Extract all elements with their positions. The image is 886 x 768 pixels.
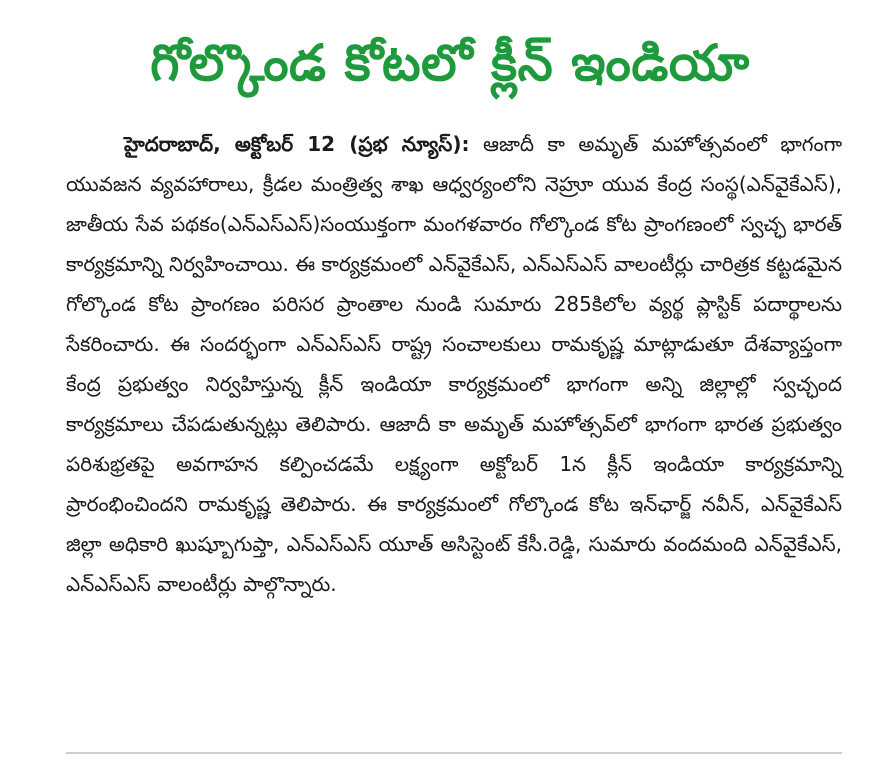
headline: గోల్కొండ కోటలో క్లీన్ ఇండియా bbox=[150, 34, 750, 92]
article-body bbox=[66, 124, 842, 604]
dateline: హైదరాబాద్, అక్టోబర్ 12 (ప్రభ న్యూస్): bbox=[124, 132, 470, 156]
bottom-divider bbox=[66, 752, 842, 754]
article-text: ఆజాదీ కా అమృత్ మహోత్సవంలో భాగంగా యువజన వ్యవహారాలు, క్రీడల మంత్రిత్వ శాఖ ఆధ్వర్యంలోని నెహ్రూ యువ కేంద్ర సంస్థ(ఎన్‌వైకేఎస్), జాతీయ సేవ పథకం(ఎన్ఎస్ఎస్)సంయుక్తంగా మంగళవారం గోల్కొండ కోట ప్రాంగణంలో స్వచ్ఛ భారత్ కార్యక్రమాన్ని నిర్వహించాయి. ఈ కార్యక్రమంలో ఎన్‌వైకేఎస్, ఎన్ఎస్ఎస్ వాలంటీర్లు చారిత్రక కట్టడమైన గోల్కొండ కోట ప్రాంగణం పరిసర ప్రాంతాల నుండి సుమారు 285కిలోల వ్యర్థ ప్లాస్టిక్ పదార్థాలను సేకరించారు. ఈ సందర్భంగా ఎన్ఎస్ఎస్ రాష్ట్ర సంచాలకులు రామకృష్ణ మాట్లాడుతూ దేశవ్యాప్తంగా కేంద్ర ప్రభుత్వం నిర్వహిస్తున్న క్లీన్ ఇండియా కార్యక్రమంలో భాగంగా అన్ని జిల్లాల్లో స్వచ్ఛంద కార్యక్రమాలు చేపడుతున్నట్లు తెలిపారు. ఆజాదీ కా అమృత్ మహోత్సవ్‌లో భాగంగా భారత ప్రభుత్వం పరిశుభ్రతపై అవగాహన కల్పించడమే లక్ష్యంగా అక్టోబర్ 1న క్లీన్ ఇండియా కార్యక్రమాన్ని ప్రారంభించిందని రామకృష్ణ తెలిపారు. ఈ కార్యక్రమంలో గోల్కొండ కోట ఇన్‌ఛార్జ్ నవీన్, ఎన్‌వైకేఎస్ జిల్లా అధికారి ఖుష్బూగుప్తా, ఎన్ఎస్ఎస్ యూత్ అసిస్టెంట్ కేసీ.రెడ్డి, సుమారు వందమంది ఎన్‌వైకేఎస్, ఎన్ఎస్ఎస్ వాలంటీర్లు పాల్గొన్నారు. bbox=[66, 132, 843, 596]
